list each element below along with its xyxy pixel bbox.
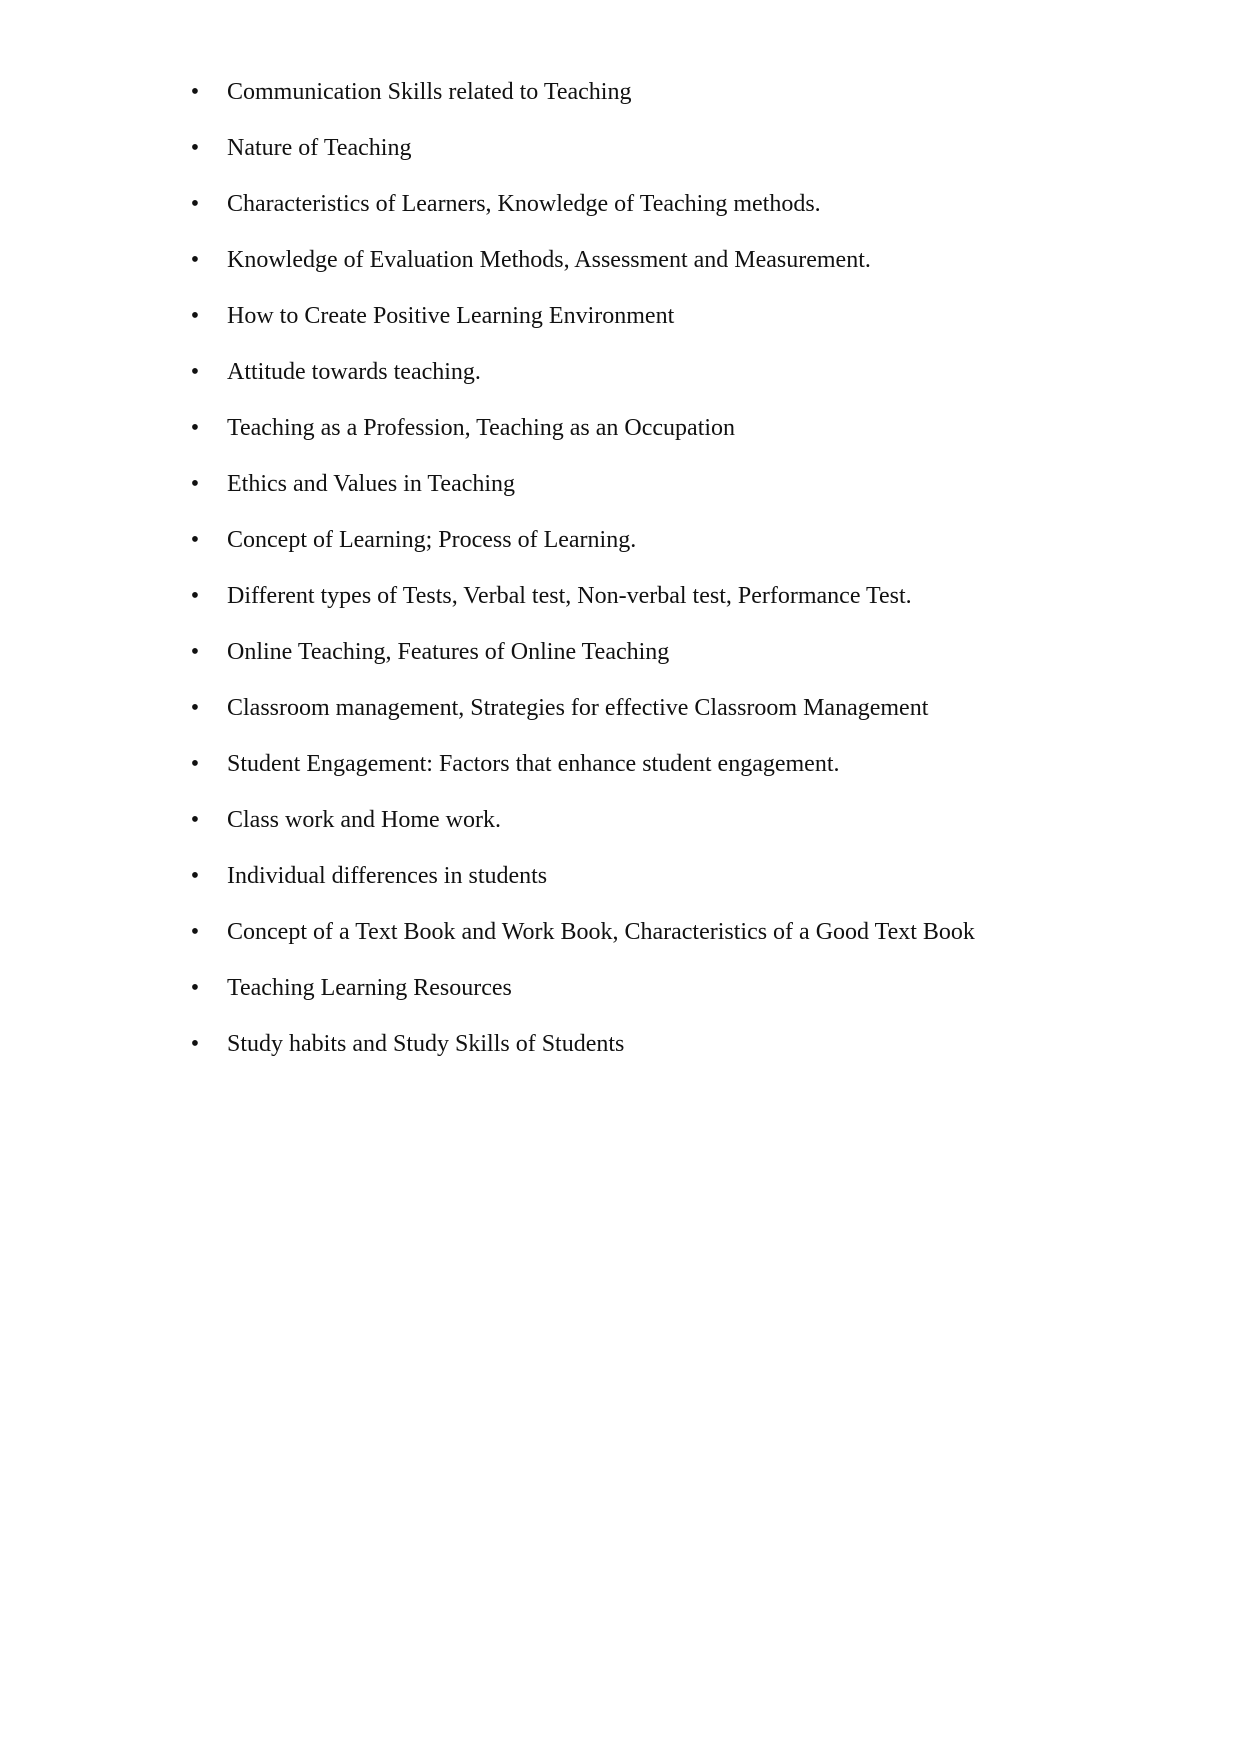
list-item-text: Individual differences in students [227,863,548,889]
list-item-text: Communication Skills related to Teaching [227,79,632,105]
bullet-icon: • [190,807,200,833]
list-item [0,190,1241,246]
bullet-icon: • [190,135,200,161]
bullet-icon: • [190,695,200,721]
list-item-text: Online Teaching, Features of Online Teaching [227,639,670,665]
list-item-text: Concept of a Text Book and Work Book, Characteristics of a Good Text Book [227,919,975,945]
list-item [0,526,1241,582]
list-item-text: Classroom management, Strategies for effective Classroom Management [227,695,929,721]
list-item-text: Characteristics of Learners, Knowledge of Teaching methods. [227,191,821,217]
list-item [0,1030,1241,1086]
bullet-icon: • [190,79,200,105]
bullet-icon: • [190,415,200,441]
bullet-icon: • [190,863,200,889]
list-item [0,414,1241,470]
bullet-icon: • [190,1031,200,1057]
bullet-icon: • [190,919,200,945]
list-item [0,246,1241,302]
bullet-icon: • [190,583,200,609]
bullet-icon: • [190,471,200,497]
list-item [0,78,1241,134]
bullet-icon: • [190,751,200,777]
list-item-text: Study habits and Study Skills of Students [227,1031,625,1057]
bullet-icon: • [190,191,200,217]
list-item [0,470,1241,526]
bullet-icon: • [190,247,200,273]
list-item [0,974,1241,1030]
list-item [0,862,1241,918]
list-item [0,638,1241,694]
list-item-text: Student Engagement: Factors that enhance student engagement. [227,751,840,777]
list-item-text: Different types of Tests, Verbal test, Non-verbal test, Performance Test. [227,583,912,609]
list-item-text: Ethics and Values in Teaching [227,471,516,497]
bullet-icon: • [190,975,200,1001]
list-item [0,582,1241,638]
bullet-icon: • [190,639,200,665]
list-item-text: How to Create Positive Learning Environment [227,303,675,329]
list-item [0,750,1241,806]
list-item-text: Class work and Home work. [227,807,501,833]
list-item-text: Teaching Learning Resources [227,975,512,1001]
list-item [0,918,1241,974]
bullet-icon: • [190,359,200,385]
list-item [0,358,1241,414]
list-item-text: Knowledge of Evaluation Methods, Assessment and Measurement. [227,247,871,273]
list-item-text: Concept of Learning; Process of Learning. [227,527,637,553]
bullet-icon: • [190,303,200,329]
list-item-text: Nature of Teaching [227,135,412,161]
topic-bullet-list [0,78,1241,1086]
bullet-icon: • [190,527,200,553]
list-item [0,134,1241,190]
list-item [0,302,1241,358]
list-item-text: Teaching as a Profession, Teaching as an Occupation [227,415,736,441]
list-item [0,806,1241,862]
list-item [0,694,1241,750]
list-item-text: Attitude towards teaching. [227,359,481,385]
